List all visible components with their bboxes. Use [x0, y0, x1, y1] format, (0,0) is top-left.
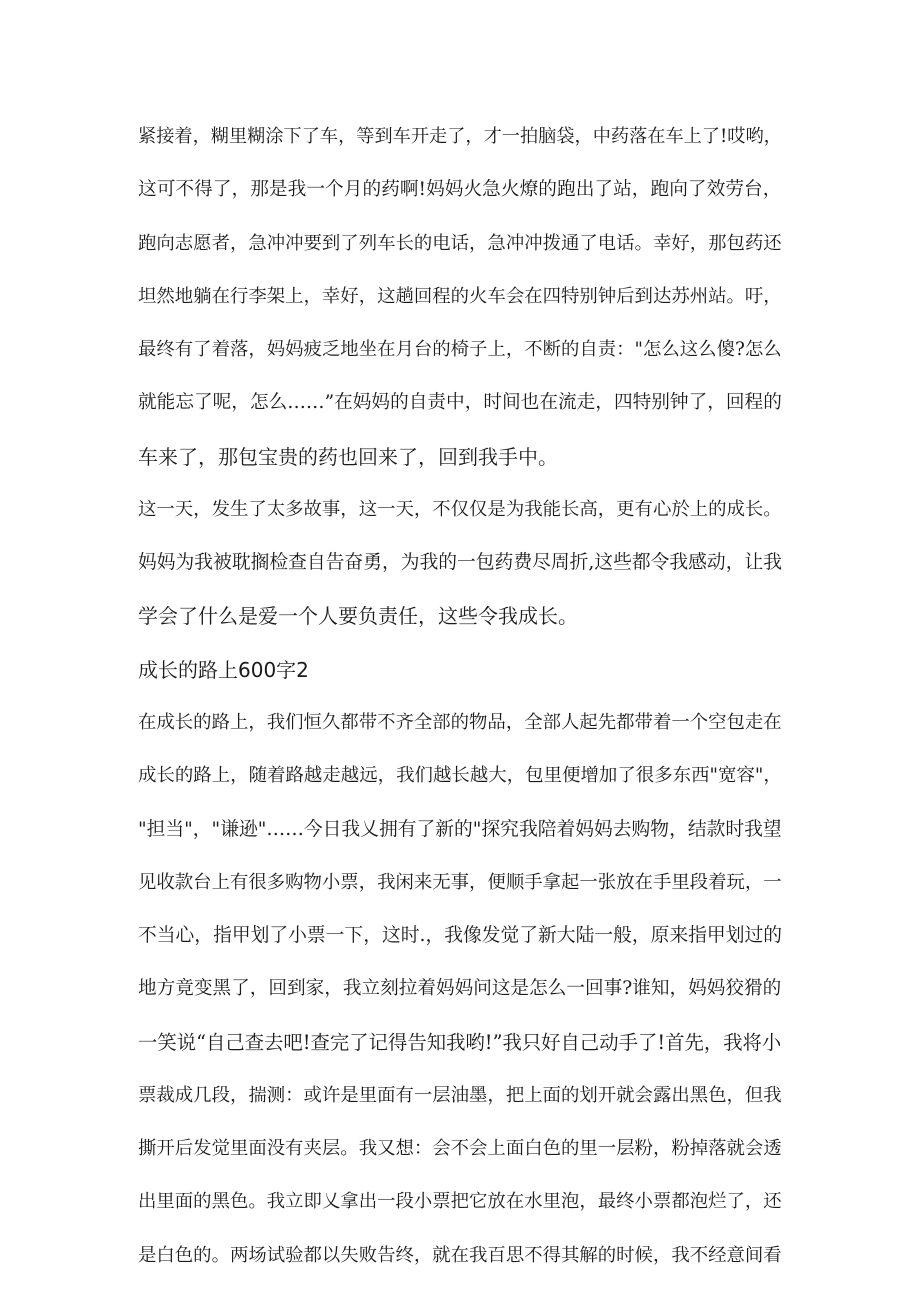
text-line: 撕开后发觉里面没有夹层。我又想：会不会上面白色的里一层粉，粉掉落就会透 [138, 1138, 782, 1159]
text-line: 见收款台上有很多购物小票，我闲来无事，便顺手拿起一张放在手里段着玩，一 [138, 872, 782, 893]
text-line: 不当心，指甲划了小票一下，这时.，我像发觉了新大陆一般，原来指甲划过的 [138, 925, 782, 946]
text-line: 一笑说“自己查去吧!查完了记得告知我哟!”我只好自己动手了!首先，我将小 [138, 1031, 782, 1054]
text-line: "担当"，"谦逊"……今日我乂拥有了新的"探究我陪着妈妈去购物，结款时我望 [138, 819, 782, 840]
section-heading: 成长的路上600字2 [138, 658, 309, 682]
text-line: 最终有了着落，妈妈疲乏地坐在月台的椅子上，不断的自责："怎么这么傻?怎么 [138, 339, 782, 360]
text-line: 在成长的路上，我们恒久都带不齐全部的物品，全部人起先都带着一个空包走在 [138, 712, 782, 733]
text-line: 票裁成几段，揣测：或许是里面有一层油墨，把上面的划开就会露出黑色，但我 [138, 1085, 782, 1106]
text-line: 出里面的黑色。我立即乂拿出一段小票把它放在水里泡，最终小票都泡烂了，还 [138, 1191, 782, 1212]
text-line: 成长的路上，随着路越走越远，我们越长越大，包里便增加了很多东西"宽容"， [138, 765, 782, 786]
text-line: 这可不得了，那是我一个月的药啊!妈妈火急火燎的跑出了站，跑向了效劳台， [138, 179, 782, 200]
text-line: 学会了什么是爱一个人要负责任，这些令我成长。 [138, 604, 578, 628]
text-line: 妈妈为我被耽搁检查自告奋勇，为我的一包药费尽周折,这些都令我感动，让我 [138, 552, 782, 573]
text-line: 车来了，那包宝贵的药也回来了，回到我手中。 [138, 445, 558, 469]
text-line: 坦然地躺在行李架上，幸好，这趟回程的火车会在四特别钟后到达苏州站。吁， [138, 286, 782, 307]
text-line: 跑向志愿者，急冲冲要到了列车长的电话，急冲冲拨通了电话。幸好，那包药还 [138, 233, 782, 254]
text-line: 地方竟变黑了，回到家，我立刻拉着妈妈问这是怎么一回事?谁知，妈妈狡猾的 [138, 978, 782, 999]
text-line: 这一天，发生了太多故事，这一天，不仅仅是为我能长高，更有心於上的成长。 [138, 499, 782, 520]
text-line: 紧接着，糊里糊涂下了车，等到车开走了，才一拍脑袋，中药落在车上了!哎哟， [138, 126, 782, 147]
text-line: 是白色的。两场试验都以失败告终，就在我百思不得其解的时候，我不经意间看 [138, 1245, 782, 1266]
text-line: 就能忘了呢，怎么……”在妈妈的自责中，时间也在流走，四特别钟了，回程的 [138, 392, 782, 413]
